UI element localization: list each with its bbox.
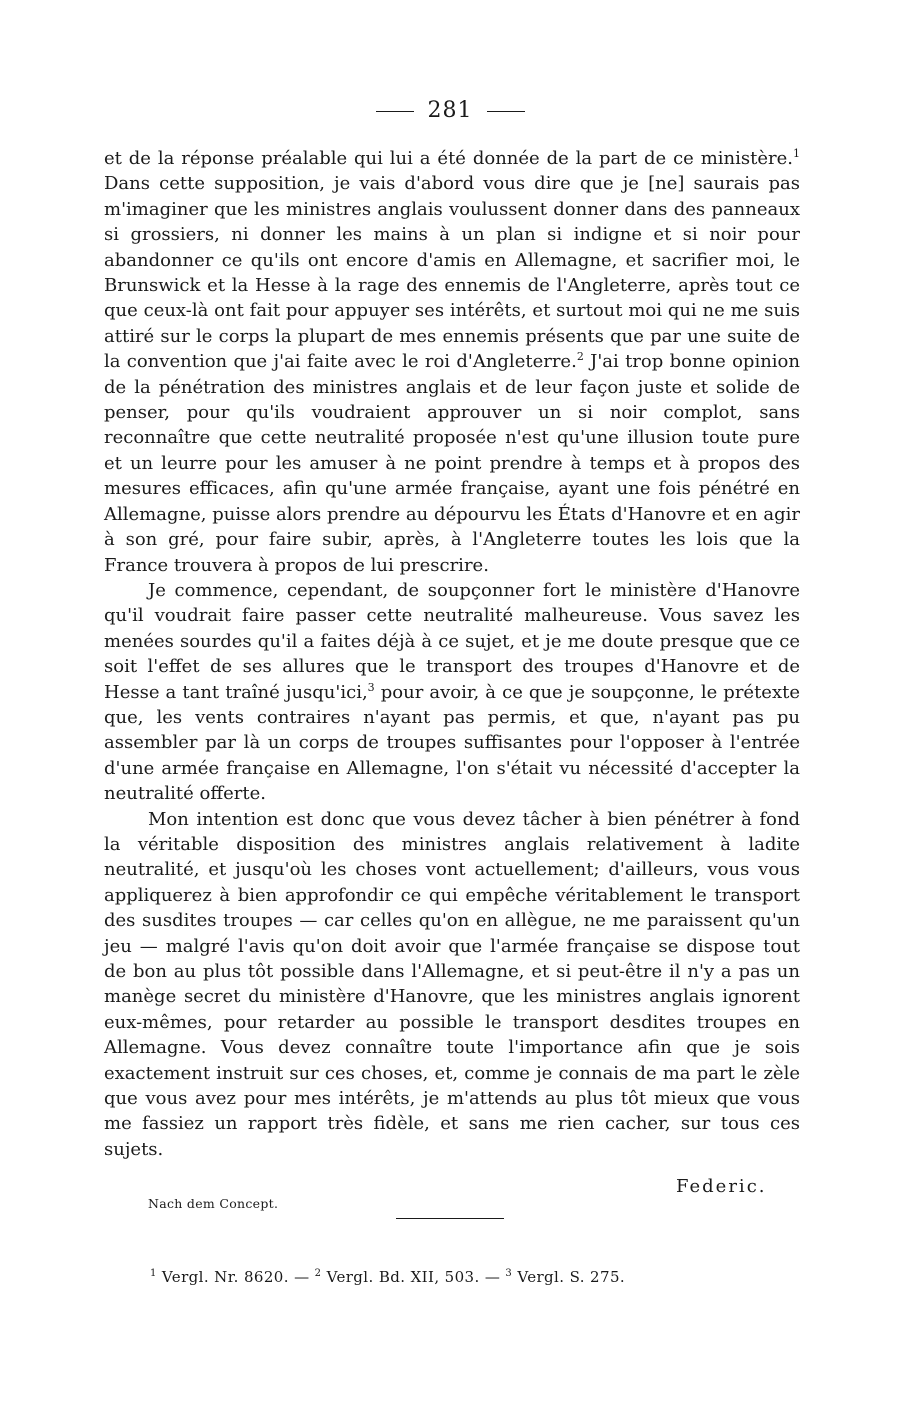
page-number: 281: [427, 98, 473, 123]
paragraph: [104, 578, 800, 807]
paragraph-text: Mon intention est donc que vous devez tâcher à bien pénétrer à fond la véritable disposition des ministres anglais relativement à ladite neutralité, et jusqu'où les choses vont actuellement; d'ailleurs, vous vous appliquerez à bien approfondir ce qui empêche véritablement le transport des susdites troupes — car celles qu'on en allègue, ne me paraissent qu'un jeu — malgré l'avis qu'on doit avoir que l'armée française se dispose tout de bon au plus tôt possible dans l'Allemagne, et si peut-être il n'y a pas un manège secret du ministère d'Hanovre, que les ministres anglais ignorent eux-mêmes, pour retarder au possible le transport desdites troupes en Allemagne. Vous devez connaître toute l'importance afin que je sois exactement instruit sur ces choses, et, comme je connais de ma part le zèle que vous avez pour mes intérêts, je m'attends au plus tôt mieux que vous me fassiez un rapport très fidèle, et sans me rien cacher, sur tous ces sujets.: [104, 808, 800, 1160]
footnotes: [150, 1268, 800, 1286]
paragraph-text: J'ai trop bonne opinion de la pénétration des ministres anglais et de leur façon juste et solide de penser, pour qu'ils voudraient approuver un si noir complot, sans reconnaître que cette neutralité proposée n'est qu'une illusion toute pure et un leurre pour les amuser à ne point prendre à temps et à propos des mesures efficaces, afin qu'une armée française, ayant une fois pénétré en Allemagne, puisse alors prendre au dépourvu les États d'Hanovre et en agir à son gré, pour faire subir, après, à l'Angleterre toutes les lois que la France trouvera à propos de lui prescrire.: [104, 351, 800, 576]
footnote-mark: 2: [314, 1268, 322, 1279]
page-header: [0, 98, 900, 123]
footnote-separator: —: [288, 1268, 315, 1286]
paragraph-text: Dans cette supposition, je vais d'abord vous dire que je [ne] saurais pas m'imaginer que les ministres anglais voulussent donner dans des panneaux si grossiers, ni donner les mains à un plan si indigne et si noir pour abandonner ce qu'ils ont encore d'amis en Allemagne, et sacrifier moi, le Brunswick et la Hesse à la rage des ennemis de l'Angleterre, après tout ce que ceux-là ont fait pour appuyer ses intérêts, et surtout moi qui ne me suis attiré sur le corps la plupart de mes ennemis présents que par une suite de la convention que j'ai faite avec le roi d'Angleterre.: [104, 173, 800, 373]
footnote-text: Vergl. Bd. XII, 503.: [321, 1268, 480, 1286]
paragraph-text: Je commence, cependant, de soupçonner fort le ministère d'Hanovre qu'il voudrait faire passer cette neutralité malheureuse. Vous savez les menées sourdes qu'il a faites déjà à ce sujet, et je me doute presque que ce soit l'effet de ses allures que le transport des troupes d'Hanovre et de Hesse a tant traîné jusqu'ici,: [104, 579, 800, 703]
footnote-mark: 3: [505, 1268, 513, 1279]
signature: Federic.: [676, 1176, 767, 1197]
source-note: Nach dem Concept.: [148, 1196, 279, 1211]
footnote-text: Vergl. S. 275.: [512, 1268, 626, 1286]
footnote-mark: 1: [150, 1268, 157, 1279]
header-dash-left: [376, 111, 414, 112]
header-dash-right: [487, 111, 525, 112]
paragraph-text: et de la réponse préalable qui lui a été donnée de la part de ce ministère.: [104, 148, 793, 169]
footnote-ref: 1: [793, 147, 800, 160]
footnote-text: Vergl. Nr. 8620.: [156, 1268, 289, 1286]
footnote-separator: —: [479, 1268, 506, 1286]
footnote-ref: 3: [367, 680, 375, 694]
paragraph: [104, 146, 800, 578]
letter-body: [104, 146, 800, 1162]
footnote-ref: 2: [576, 350, 584, 364]
footnote-rule: [396, 1218, 504, 1219]
paragraph-text: pour avoir, à ce que je soupçonne, le prétexte que, les vents contraires n'ayant pas permis, et que, n'ayant pas pu assembler par là un corps de troupes suffisantes pour l'opposer à l'entrée d'une armée française en Allemagne, l'on s'était vu nécessité d'accepter la neutralité offerte.: [104, 681, 801, 805]
paragraph: [104, 807, 800, 1163]
